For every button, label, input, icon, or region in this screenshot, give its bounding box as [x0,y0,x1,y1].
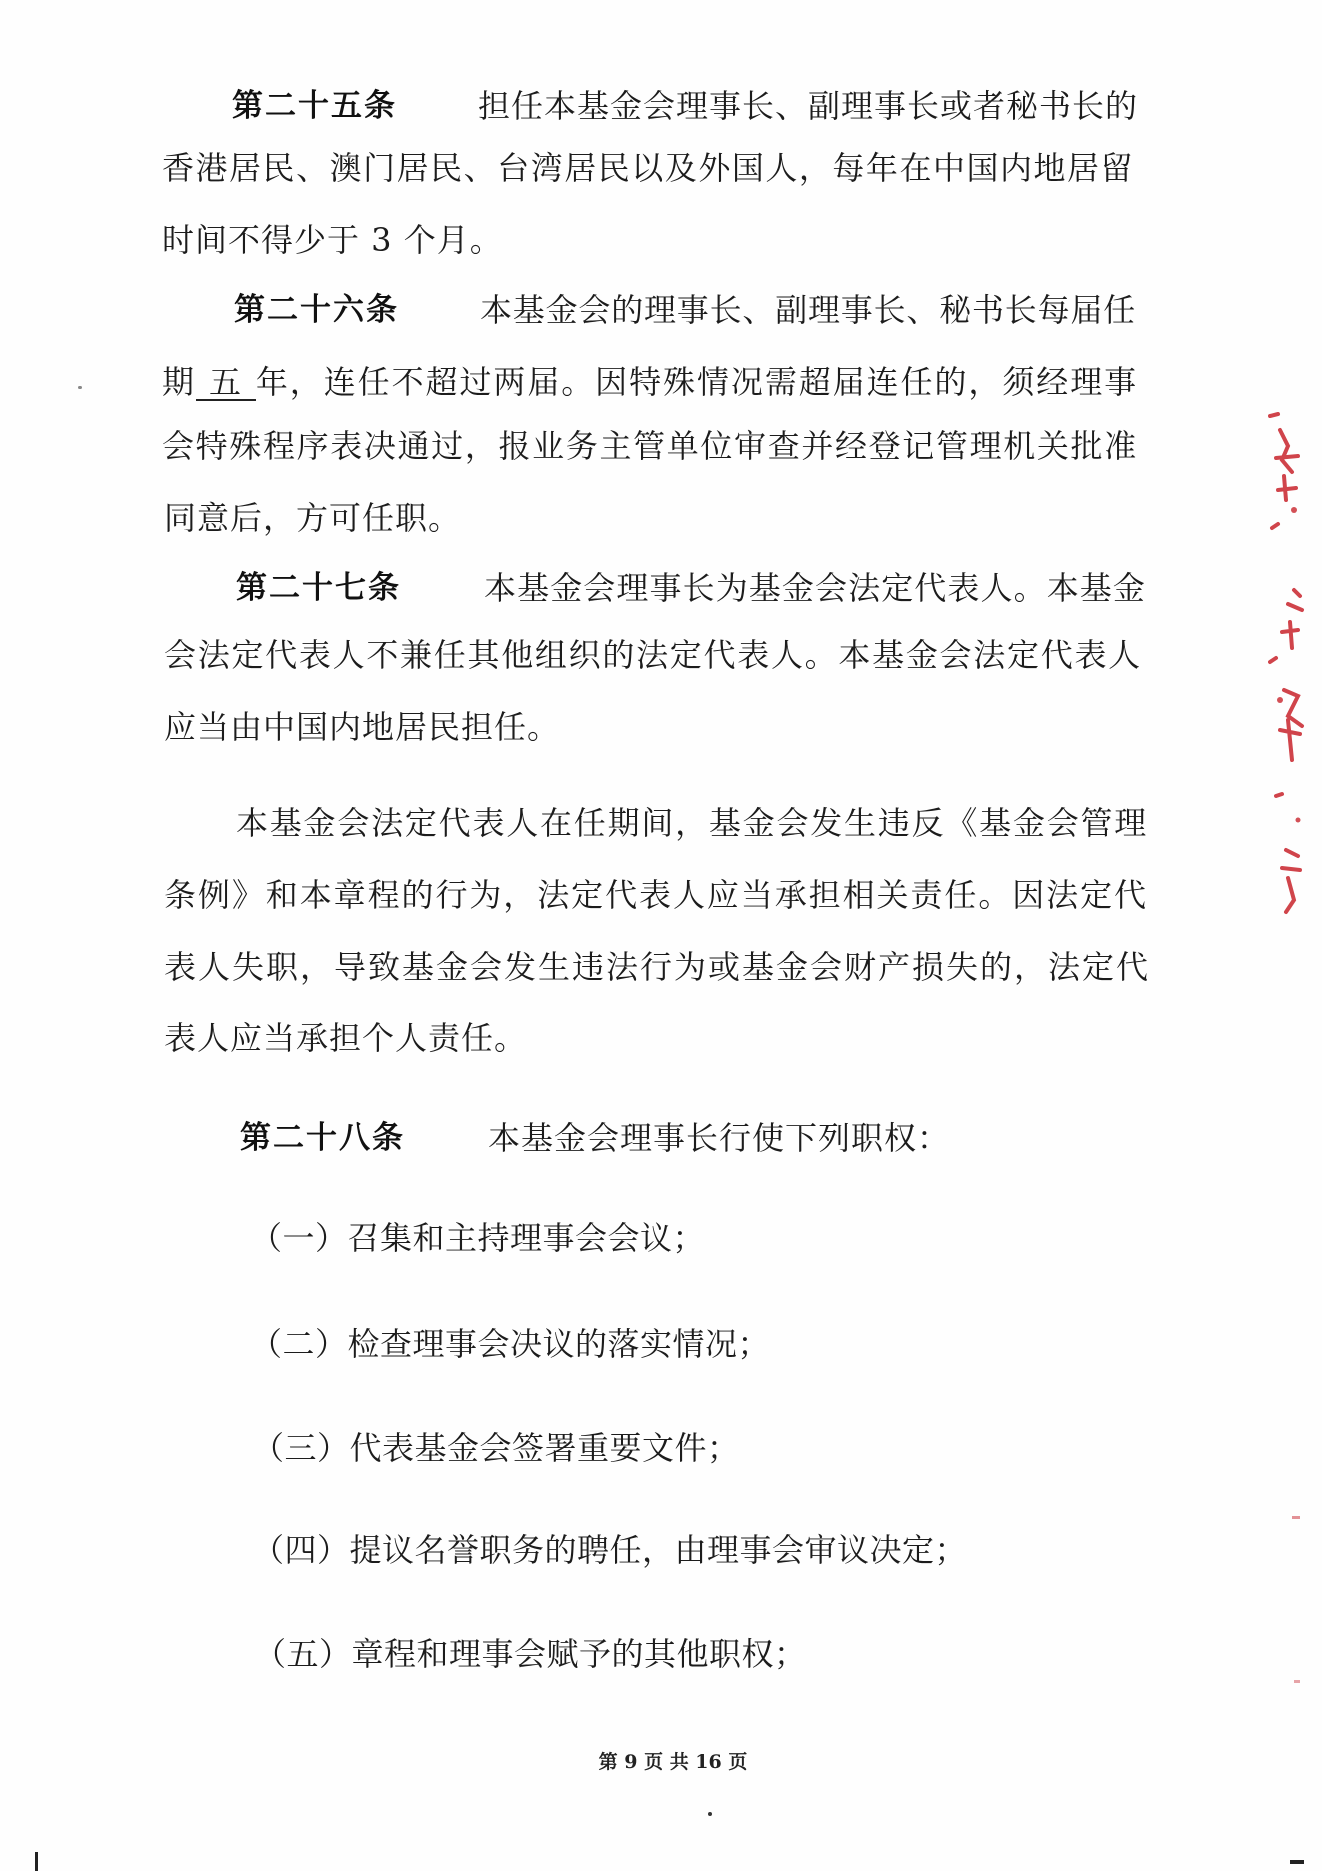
article-25-heading: 第二十五条 [232,88,397,124]
page-number-footer: 第 9 页 共 16 页 [598,1751,748,1773]
scan-edge-mark [1290,1860,1304,1864]
article-28-heading: 第二十八条 [240,1120,405,1156]
seal-fragment [1258,400,1318,960]
article-28-list-item: （三）代表基金会签署重要文件； [252,1429,740,1467]
article-27-line-3: 应当由中国内地居民担任。 [164,708,561,746]
seal-trace-mark [1292,1516,1300,1519]
article-26-heading: 第二十六条 [234,292,399,328]
article-25-line-3: 时间不得少于 3 个月。 [162,221,503,259]
article-27-line-2: 会法定代表人不兼任其他组织的法定代表人。本基金会法定代表人 [164,636,1142,674]
term-years-value: 五 [196,365,256,401]
article-25-line-2: 香港居民、澳门居民、台湾居民以及外国人，每年在中国内地居留 [162,149,1135,187]
article-26-line-2 [162,362,1138,402]
article-26-line-2-suffix: 年，连任不超过两届。因特殊情况需超届连任的，须经理事 [255,363,1139,401]
article-26-line-2-prefix: 期 [162,363,196,401]
article-25-line-1: 担任本基金会理事长、副理事长或者秘书长的 [478,87,1139,125]
article-28-line-1: 本基金会理事长行使下列职权： [488,1119,951,1157]
article-27-paragraph-line: 表人应当承担个人责任。 [164,1019,528,1057]
article-27-line-1: 本基金会理事长为基金会法定代表人。本基金 [484,569,1147,607]
scan-dot [708,1812,712,1816]
article-27-paragraph-line: 表人失职，导致基金会发生违法行为或基金会财产损失的，法定代 [164,948,1151,986]
article-28-list-item: （五）章程和理事会赋予的其他职权； [254,1635,807,1673]
article-26-line-3: 会特殊程序表决通过，报业务主管单位审查并经登记管理机关批准 [162,427,1138,465]
article-27-heading: 第二十七条 [236,570,401,606]
scan-edge-mark [35,1852,38,1871]
article-26-line-4: 同意后，方可任职。 [164,499,462,537]
seal-trace-mark [1294,1680,1300,1683]
article-26-line-1: 本基金会的理事长、副理事长、秘书长每届任 [480,291,1137,329]
article-28-list-item: （二）检查理事会决议的落实情况； [250,1325,771,1363]
scan-speck [78,386,82,389]
article-28-list-item: （一）召集和主持理事会会议； [250,1219,706,1257]
article-27-paragraph-line: 本基金会法定代表人在任期间，基金会发生违反《基金会管理 [236,804,1149,842]
article-27-paragraph-line: 条例》和本章程的行为，法定代表人应当承担相关责任。因法定代 [164,876,1148,914]
article-28-list-item: （四）提议名誉职务的聘任，由理事会审议决定； [252,1531,968,1569]
